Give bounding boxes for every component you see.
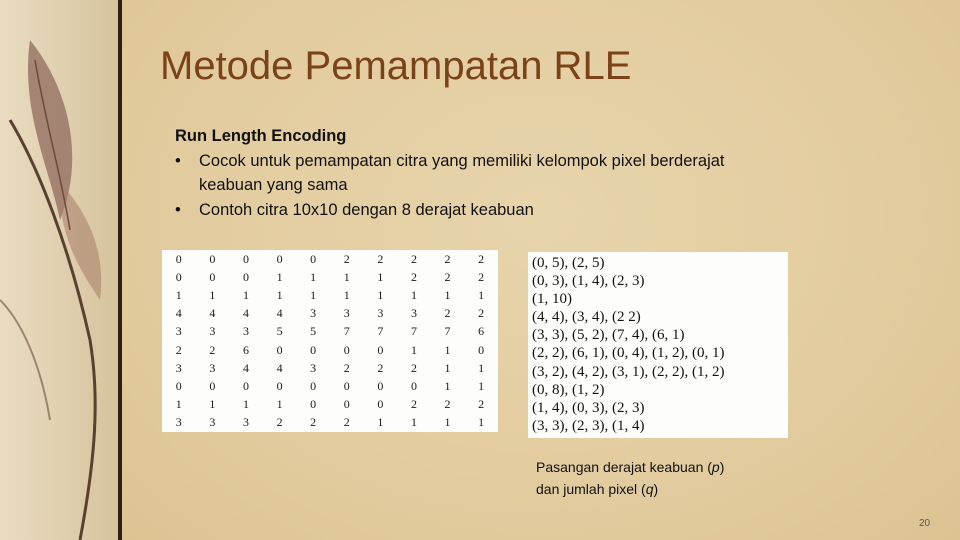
matrix-cell: 2: [310, 415, 317, 430]
matrix-cell: 1: [276, 397, 283, 412]
matrix-cell: 3: [310, 306, 317, 321]
section-heading: Run Length Encoding: [175, 127, 347, 145]
matrix-cell: 3: [343, 306, 350, 321]
matrix-cell: 1: [410, 342, 417, 357]
matrix-cell: 2: [410, 251, 417, 266]
matrix-cell: 2: [276, 415, 283, 430]
matrix-cell: 3: [175, 360, 182, 375]
matrix-cell: 4: [209, 306, 216, 321]
matrix-cell: 5: [276, 324, 283, 339]
dried-leaf-image: [0, 0, 118, 540]
bullet-dot: •: [175, 151, 181, 170]
bullet-text: Contoh citra 10x10 dengan 8 derajat keabuan: [199, 200, 534, 219]
caption-line: Pasangan derajat keabuan (p): [536, 459, 725, 475]
matrix-cell: 1: [478, 378, 485, 393]
decorative-leaf-panel: [0, 0, 118, 540]
page-number: 20: [919, 518, 931, 529]
matrix-cell: 3: [410, 306, 417, 321]
matrix-cell: 0: [209, 378, 216, 393]
matrix-row: [162, 250, 498, 268]
matrix-cell: 3: [310, 360, 317, 375]
matrix-cell: 0: [242, 378, 249, 393]
matrix-cell: 3: [242, 415, 249, 430]
matrix-cell: 0: [310, 342, 317, 357]
matrix-cell: 3: [209, 360, 216, 375]
matrix-cell: 1: [410, 415, 417, 430]
rle-pair-line: (0, 5), (2, 5): [532, 255, 605, 271]
matrix-cell: 0: [175, 378, 182, 393]
rle-pair-line: (3, 2), (4, 2), (3, 1), (2, 2), (1, 2): [532, 363, 725, 380]
matrix-cell: 1: [444, 360, 451, 375]
matrix-cell: 1: [310, 269, 317, 284]
matrix-cell: 2: [410, 397, 417, 412]
matrix-row: [162, 323, 498, 341]
matrix-cell: 2: [444, 397, 451, 412]
matrix-cell: 7: [343, 324, 350, 339]
matrix-cell: 1: [444, 287, 451, 302]
matrix-cell: 0: [343, 342, 350, 357]
matrix-cell: 0: [343, 378, 350, 393]
matrix-cell: 2: [209, 342, 216, 357]
bullet-dot: •: [175, 200, 181, 219]
matrix-cell: 1: [175, 287, 182, 302]
matrix-cell: 1: [276, 269, 283, 284]
rle-pair-line: (3, 3), (2, 3), (1, 4): [532, 417, 645, 434]
matrix-cell: 2: [478, 251, 485, 266]
matrix-cell: 4: [242, 306, 249, 321]
matrix-cell: 1: [276, 287, 283, 302]
matrix-cell: 1: [377, 415, 384, 430]
bullet-item: [175, 198, 775, 223]
matrix-cell: 1: [444, 378, 451, 393]
matrix-cell: 0: [377, 378, 384, 393]
matrix-cell: 6: [242, 342, 249, 357]
matrix-cell: 1: [209, 287, 216, 302]
matrix-cell: 1: [343, 269, 350, 284]
pixel-matrix-table: [162, 250, 498, 432]
matrix-cell: 0: [276, 378, 283, 393]
matrix-cell: 4: [175, 306, 182, 321]
matrix-row: [162, 359, 498, 377]
matrix-cell: 1: [377, 287, 384, 302]
matrix-cell: 0: [478, 342, 485, 357]
matrix-cell: 7: [444, 324, 451, 339]
matrix-cell: 3: [209, 415, 216, 430]
matrix-cell: 2: [377, 360, 384, 375]
matrix-cell: 0: [310, 397, 317, 412]
matrix-cell: 0: [276, 342, 283, 357]
matrix-cell: 0: [242, 251, 249, 266]
matrix-cell: 0: [175, 269, 182, 284]
matrix-row: [162, 341, 498, 359]
pairs-caption: [536, 456, 724, 500]
matrix-cell: 0: [276, 251, 283, 266]
matrix-cell: 7: [377, 324, 384, 339]
rle-pair-line: (1, 10): [532, 291, 572, 308]
matrix-cell: 2: [478, 306, 485, 321]
matrix-cell: 0: [343, 397, 350, 412]
rle-pair-line: (1, 4), (0, 3), (2, 3): [532, 399, 645, 416]
matrix-cell: 0: [242, 269, 249, 284]
matrix-row: [162, 268, 498, 286]
matrix-cell: 2: [343, 251, 350, 266]
matrix-cell: 1: [444, 415, 451, 430]
matrix-cell: 7: [410, 324, 417, 339]
bullet-text: Cocok untuk pemampatan citra yang memiliki kelompok pixel berderajat keabuan yang sama: [199, 151, 725, 194]
matrix-row: [162, 377, 498, 395]
matrix-cell: 2: [410, 269, 417, 284]
matrix-cell: 2: [343, 360, 350, 375]
matrix-cell: 4: [276, 306, 283, 321]
matrix-cell: 1: [444, 342, 451, 357]
matrix-cell: 6: [478, 324, 485, 339]
matrix-cell: 1: [478, 287, 485, 302]
matrix-cell: 3: [377, 306, 384, 321]
slide-content: [175, 124, 775, 222]
matrix-cell: 1: [175, 397, 182, 412]
matrix-cell: 1: [478, 415, 485, 430]
rle-pairs-list: [528, 252, 788, 438]
matrix-cell: 1: [310, 287, 317, 302]
image-matrix: [162, 250, 498, 432]
bullet-item: [175, 149, 775, 198]
matrix-cell: 2: [478, 269, 485, 284]
matrix-cell: 1: [478, 360, 485, 375]
rle-pair-line: (0, 8), (1, 2): [532, 381, 605, 398]
matrix-cell: 0: [209, 251, 216, 266]
matrix-row: [162, 286, 498, 304]
rle-pair-line: (2, 2), (6, 1), (0, 4), (1, 2), (0, 1): [532, 345, 725, 362]
matrix-cell: 2: [343, 415, 350, 430]
matrix-cell: 0: [175, 251, 182, 266]
caption-line: dan jumlah pixel (q): [536, 481, 659, 497]
matrix-cell: 1: [410, 287, 417, 302]
matrix-cell: 3: [209, 324, 216, 339]
matrix-cell: 0: [209, 269, 216, 284]
matrix-cell: 0: [310, 251, 317, 266]
matrix-cell: 1: [242, 287, 249, 302]
matrix-cell: 0: [310, 378, 317, 393]
matrix-cell: 1: [242, 397, 249, 412]
matrix-cell: 0: [377, 397, 384, 412]
matrix-cell: 1: [377, 269, 384, 284]
matrix-cell: 2: [478, 397, 485, 412]
rle-pair-line: (3, 3), (5, 2), (7, 4), (6, 1): [532, 327, 685, 344]
matrix-cell: 4: [242, 360, 249, 375]
matrix-cell: 2: [444, 306, 451, 321]
matrix-row: [162, 396, 498, 414]
matrix-cell: 2: [175, 342, 182, 357]
rle-pair-line: (4, 4), (3, 4), (2 2): [532, 309, 641, 326]
matrix-cell: 0: [410, 378, 417, 393]
matrix-cell: 4: [276, 360, 283, 375]
rle-pair-line: (0, 3), (1, 4), (2, 3): [532, 273, 645, 290]
matrix-cell: 2: [410, 360, 417, 375]
matrix-cell: 3: [242, 324, 249, 339]
matrix-cell: 1: [343, 287, 350, 302]
matrix-cell: 2: [444, 269, 451, 284]
matrix-cell: 0: [377, 342, 384, 357]
slide-title: Metode Pemampatan RLE: [160, 44, 632, 88]
matrix-cell: 2: [377, 251, 384, 266]
matrix-cell: 5: [310, 324, 317, 339]
matrix-cell: 1: [209, 397, 216, 412]
matrix-cell: 2: [444, 251, 451, 266]
matrix-cell: 3: [175, 415, 182, 430]
matrix-row: [162, 305, 498, 323]
matrix-row: [162, 414, 498, 432]
matrix-cell: 3: [175, 324, 182, 339]
